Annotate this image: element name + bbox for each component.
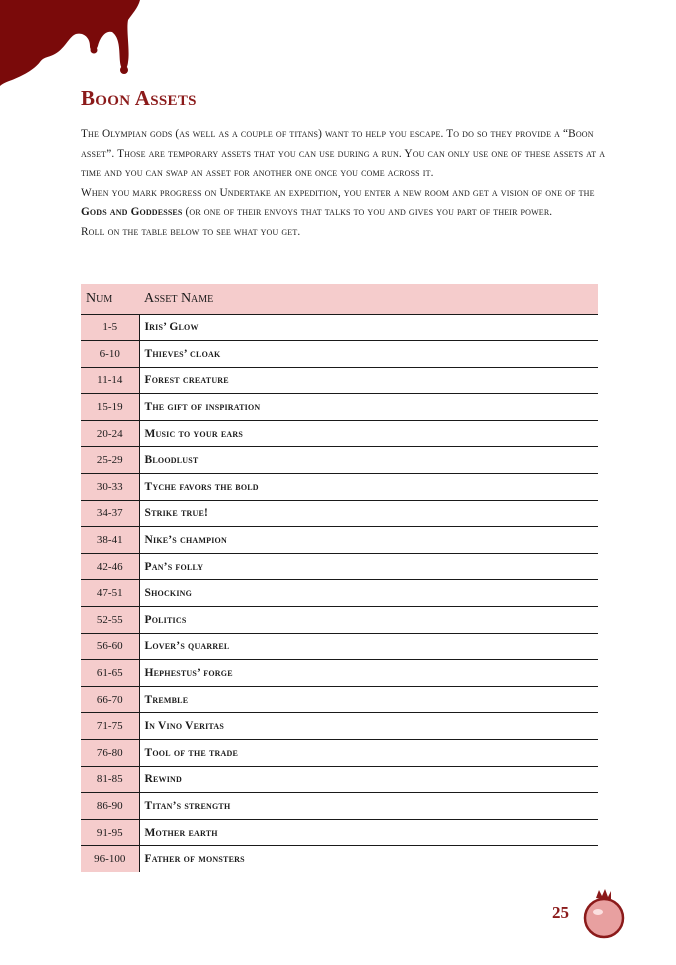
gods-goddesses-ref: Gods and Goddesses xyxy=(81,206,183,219)
roll-range-cell: 76-80 xyxy=(81,740,139,767)
roll-range-cell: 38-41 xyxy=(81,527,139,554)
num-column-header: Num xyxy=(81,284,139,314)
intro-text xyxy=(81,125,621,243)
table-row xyxy=(81,341,598,368)
blood-splatter-decoration xyxy=(0,0,145,90)
asset-name-cell: Music to your ears xyxy=(139,420,598,447)
roll-range-cell: 42-46 xyxy=(81,553,139,580)
text-span: (or one of their envoys that talks to you and gives you part of their power. xyxy=(182,206,553,219)
asset-name-cell: Hephestus’ forge xyxy=(139,660,598,687)
table-row xyxy=(81,527,598,554)
roll-range-cell: 34-37 xyxy=(81,500,139,527)
table-row xyxy=(81,846,598,873)
roll-range-cell: 86-90 xyxy=(81,793,139,820)
roll-range-cell: 96-100 xyxy=(81,846,139,873)
asset-name-cell: Bloodlust xyxy=(139,447,598,474)
asset-name-cell: Lover’s quarrel xyxy=(139,633,598,660)
roll-range-cell: 81-85 xyxy=(81,766,139,793)
page-number: 25 xyxy=(552,903,569,922)
asset-name-cell: Politics xyxy=(139,607,598,634)
asset-name-cell: Titan’s strength xyxy=(139,793,598,820)
roll-range-cell: 71-75 xyxy=(81,713,139,740)
asset-name-column-header: Asset Name xyxy=(139,284,598,314)
section-title: Boon Assets xyxy=(81,86,197,110)
asset-name-cell: The gift of inspiration xyxy=(139,394,598,421)
intro-paragraph: The Olympian gods (as well as a couple of titans) want to help you escape. To do so they provide a “Boon asset”. Those are temporary assets that you can use during a run. You can only use one of these assets at a time and you can swap an asset for another one once you come across it. xyxy=(81,128,606,180)
table-row xyxy=(81,633,598,660)
asset-name-cell: Pan’s folly xyxy=(139,553,598,580)
table-row xyxy=(81,766,598,793)
asset-name-cell: Strike true! xyxy=(139,500,598,527)
table-row xyxy=(81,394,598,421)
pomegranate-icon xyxy=(578,888,626,940)
table-row xyxy=(81,819,598,846)
roll-range-cell: 30-33 xyxy=(81,474,139,501)
table-row xyxy=(81,420,598,447)
table-header-row xyxy=(81,284,598,314)
roll-range-cell: 15-19 xyxy=(81,394,139,421)
table-row xyxy=(81,580,598,607)
table-row xyxy=(81,474,598,501)
table-row xyxy=(81,367,598,394)
asset-name-cell: Tyche favors the bold xyxy=(139,474,598,501)
table-row xyxy=(81,553,598,580)
roll-range-cell: 91-95 xyxy=(81,819,139,846)
asset-name-cell: Shocking xyxy=(139,580,598,607)
text-span: When you mark progress on Undertake an expedition, you enter a new room and get a vision of one of the xyxy=(81,186,595,199)
table-row xyxy=(81,447,598,474)
intro-paragraph-2 xyxy=(81,184,621,223)
asset-name-cell: Tool of the trade xyxy=(139,740,598,767)
roll-range-cell: 6-10 xyxy=(81,341,139,368)
roll-range-cell: 20-24 xyxy=(81,420,139,447)
roll-range-cell: 56-60 xyxy=(81,633,139,660)
roll-range-cell: 1-5 xyxy=(81,314,139,341)
roll-range-cell: 66-70 xyxy=(81,686,139,713)
asset-name-cell: Iris’ Glow xyxy=(139,314,598,341)
asset-name-cell: Tremble xyxy=(139,686,598,713)
asset-name-cell: Father of monsters xyxy=(144,853,245,866)
asset-name-cell: In Vino Veritas xyxy=(139,713,598,740)
table-row xyxy=(81,314,598,341)
table-row xyxy=(81,660,598,687)
asset-name-cell: Forest creature xyxy=(139,367,598,394)
roll-range-cell: 61-65 xyxy=(81,660,139,687)
roll-range-cell: 11-14 xyxy=(81,367,139,394)
roll-range-cell: 25-29 xyxy=(81,447,139,474)
boon-asset-table xyxy=(81,284,598,872)
asset-name-cell: Mother earth xyxy=(139,819,598,846)
roll-range-cell: 47-51 xyxy=(81,580,139,607)
asset-name-cell: Thieves’ cloak xyxy=(139,341,598,368)
asset-name-cell: Rewind xyxy=(139,766,598,793)
table-row xyxy=(81,740,598,767)
table-row xyxy=(81,500,598,527)
intro-paragraph-3: Roll on the table below to see what you get. xyxy=(81,225,301,238)
asset-name-cell: Nike’s champion xyxy=(139,527,598,554)
table-row xyxy=(81,713,598,740)
table-row xyxy=(81,686,598,713)
table-body xyxy=(81,314,598,872)
roll-range-cell: 52-55 xyxy=(81,607,139,634)
table-row xyxy=(81,793,598,820)
table-row xyxy=(81,607,598,634)
